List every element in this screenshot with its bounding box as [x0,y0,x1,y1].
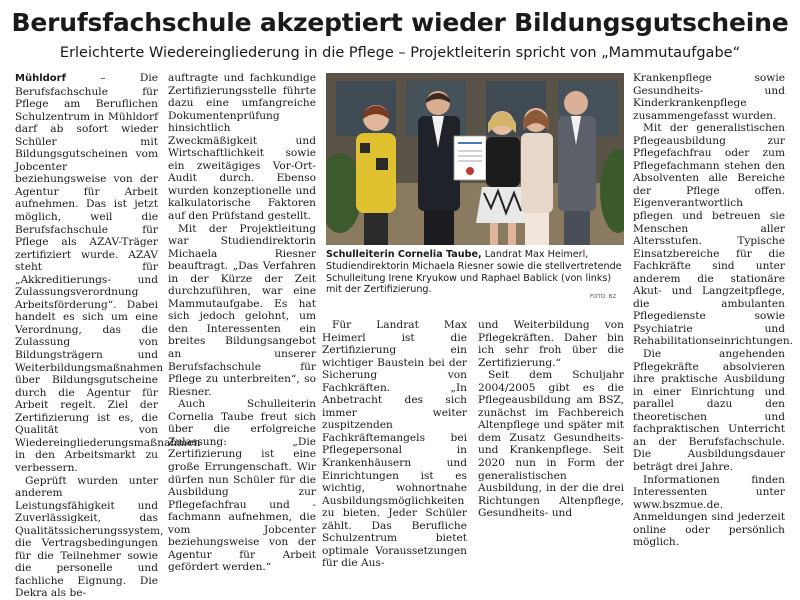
paragraph: Geprüft wurden unter anderem Leistungsfähigkeit und Zuverlässigkeit, das Qualitätssicherungssystem, die Vertragsbedingungen für die Teilnehmer sowie die personelle und fachliche Eignung. Die Dekra als be- [15,474,164,600]
paragraph: auftragte und fachkundige Zertifizierungsstelle führte dazu eine umfangreiche Dokumentenprüfung hinsichtlich Zweckmäßigkeit und Wirtschaftlichkeit sowie ein zweitägiges Vor-Ort-Audit durch. Ebenso wurden konzeptionelle und kalkulatorische Faktoren auf den Prüfstand gestellt. [168,72,316,223]
caption-lead: Schulleiterin Cornelia Taube, [326,249,482,260]
paragraph: Die angehenden Pflegekräfte absolvieren ihre praktische Ausbildung in einer Einrichtung und parallel dazu den theoretischen und fachpraktischen Unterricht an der Berufsfachschule. Die Ausbildungsdauer beträgt drei Jahre. [633,348,785,473]
text-column-4 [322,319,467,570]
text-column-6 [633,72,794,549]
article-photo [326,73,624,245]
photo-credit: FOTO: BZ [590,294,617,300]
paragraph: und Weiterbildung von Pflegekräften. Daher bin ich sehr froh über die Zertifizierung.“ [478,319,624,369]
group-photo-illustration [326,73,624,245]
article-headline: Berufsfachschule akzeptiert wieder Bildungsgutscheine [11,8,789,37]
text-column-5 [478,319,624,520]
paragraph: Seit dem Schuljahr 2004/2005 gibt es die Pflegeausbildung am BSZ, zunächst im Fachbereich Altenpflege und später mit dem Zusatz Gesundheits- und Krankenpflege. Seit 2020 nun in Form der generalistischen Ausbildung, in der die drei Richtungen Altenpflege, Gesundheits- und [478,369,624,520]
dateline: Mühldorf [15,73,66,84]
photo-caption [326,249,624,296]
paragraph: Informationen finden Interessenten unter www.bszmue.de. Anmeldungen sind jederzeit online oder persönlich möglich. [633,473,785,549]
caption-text: Landrat Max Heimerl, Studiendirektorin Michaela Riesner sowie die stellvertretende Schulleitung Irene Kryukow und Raphael Bablick (von links) mit der Zertifizierung. [326,249,622,296]
paragraph: Auch Schulleiterin Cornelia Taube freut sich über die erfolgreiche Zulassung: „Die Zertifizierung ist eine große Errungenschaft. Wir dürfen nun Schüler für die Ausbildung zur Pflegefachfrau und -fachmann aufnehmen, die vom Jobcenter beziehungsweise von der Agentur für Arbeit gefördert werden.“ [168,398,316,574]
article-subheadline: Erleichterte Wiedereingliederung in die Pflege – Projektleiterin spricht von „Mammutaufgabe“ [59,45,741,61]
paragraph: Mit der generalistischen Pflegeausbildung zur Pflegefachfrau oder zum Pflegefachmann stehen den Absolventen alle Bereiche der Pflege offen. Eigenverantwortlich pflegen und betreuen sie Menschen aller Altersstufen. Typische Einsatzbereiche für die Fachkräfte sind unter anderem die stationäre Akut- und Langzeitpflege, die ambulanten Pflegedienste sowie Psychiatrie und Rehabilitationseinrichtungen. [633,122,794,348]
certificate [454,136,486,180]
paragraph: Für Landrat Max Heimerl ist die Zertifizierung ein wichtiger Baustein bei der Sicherung von Fachkräften. „In Anbetracht des sich immer weiter zuspitzenden Fachkräftemangels bei Pflegepersonal in Krankenhäusern und Einrichtungen ist es wichtig, wohnortnahe Ausbildungsmöglichkeiten zu bieten. Jeder Schüler zählt. Das Berufliche Schulzentrum bietet optimale Voraussetzungen für die Aus- [322,319,467,570]
text-column-2 [168,72,316,574]
paragraph: Mit der Projektleitung war Studiendirektorin Michaela Riesner beauftragt. „Das Verfahren in der Kürze der Zeit durchzuführen, war eine Mammutaufgabe. Es hat sich jedoch gelohnt, um den Interessenten ein breites Bildungsangebot an unserer Berufsfachschule für Pflege zu unterbreiten“, so Riesner. [168,222,316,398]
paragraph-text: – Die Berufsfachschule für Pflege am Beruflichen Schulzentrum in Mühldorf darf ab sofort wieder Schüler mit Bildungsgutscheinen vom Jobcenter beziehungsweise von der Agentur für Arbeit aufnehmen. Das ist jetzt möglich, weil die Berufsfachschule für Pflege als AZAV-Träger zertifiziert wurde. AZAV steht für „Akkreditierungs- und Zulassungsverordnung Arbeitsförderung“. Dabei handelt es sich um eine Verordnung, das die Zulassung von Bildungsträgern und Weiterbildungsmaßnahmen über Bildungsgutscheine durch die Agentur für Arbeit regelt. Ziel der Zertifizierung ist es, die Qualität von Wiedereingliederungsmaßnahmen in den Arbeitsmarkt zu verbessern. [15,72,201,474]
paragraph: Krankenpflege sowie Gesundheits- und Kinderkrankenpflege zusammengefasst wurden. [633,72,785,122]
text-column-1 [15,72,201,600]
paragraph [15,72,201,475]
photo-window [336,81,396,136]
